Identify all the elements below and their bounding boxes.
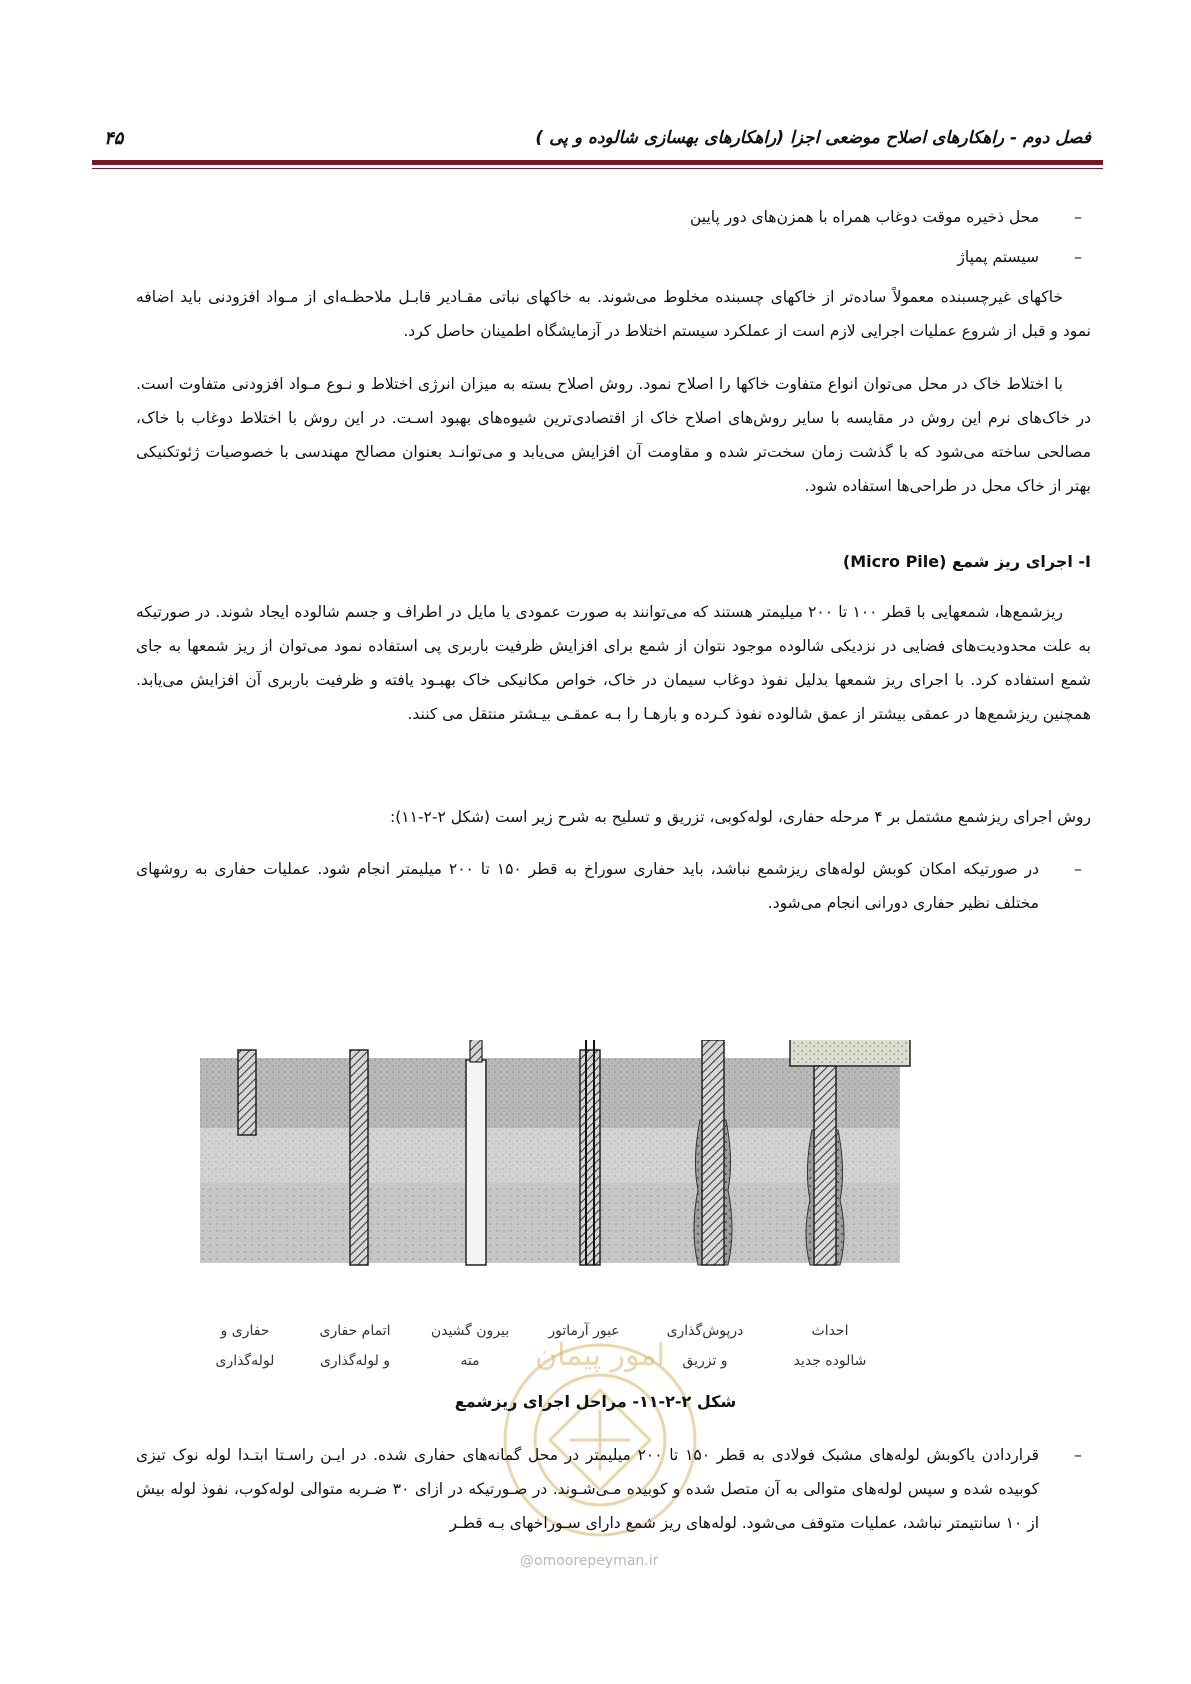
soil-layer-top (200, 1058, 900, 1128)
micropile-stages-figure (200, 1040, 960, 1340)
figure-stage-label: حفاری و لوله‌گذاری (215, 1323, 275, 1369)
watermark-url: @omoorepeyman.ir (520, 1553, 659, 1569)
new-footing (790, 1040, 910, 1066)
figure-caption: شکل ۲-۲-۱۱- مراحل اجرای ریزشمع (454, 1392, 737, 1411)
paragraph: با اختلاط خاک در محل می‌توان انواع متفاوت خاکها را اصلاح نمود. روش اصلاح بسته به میزان انرژی اختلاط و نـوع مـواد افزودنی متفاوت است. در خاک‌های نرم این روش در مقایسه با سایر روش‌های اصلاح خاک از اقتصادی‌ترین شیوه‌های بهبود اسـت. در این روش با اختلاط دوغاب با خاک، مصالحی ساخته می‌شود که با گذشت زمان سخت‌تر شده و مقاومت آن افزایش می‌یابد و می‌توانـد بعنوان مصالح مهندسی با خصوصیات ژئوتکنیکی بهتر از خاک محل در طراحی‌ها استفاده شود. (136, 375, 1091, 495)
section-heading: I- اجرای ریز شمع (Micro Pile) (842, 552, 1091, 571)
dash-bullet-icon: – (1074, 208, 1082, 226)
paragraph: ریزشمع‌ها، شمعهایی با قطر ۱۰۰ تا ۲۰۰ میلیمتر هستند که می‌توانند به صورت عمودی یا مایل در اطراف و جسم شالوده ایجاد شوند. در صورتیکه به علت محدودیت‌های فضایی در نزدیکی شالوده موجود نتوان از شمع برای افزایش ظرفیت باربری پی استفاده نمود می‌توان از ریز شمعها به جای شمع استفاده کرد. با اجرای ریز شمعها بدلیل نفوذ دوغاب سیمان در خاک، خواص مکانیکی خاک بهبـود یافته و ظرفیت باربری آن افزایش می‌یابد. همچنین ریزشمع‌ها در عمقی بیشتر از عمق شالوده نفوذ کـرده و بارهـا را بـه عمقـی بیـشتر منتقل می کنند. (136, 603, 1091, 723)
header-rule-thin (92, 168, 1103, 169)
list-item: – سیستم پمپاژ (136, 240, 1091, 274)
header-rule-thick (92, 160, 1103, 165)
dash-bullet-icon: – (1074, 1446, 1082, 1464)
figure-stage-label: درپوش‌گذاری و تزریق (666, 1323, 744, 1369)
dash-bullet-icon: – (1074, 860, 1082, 878)
list-item: – محل ذخیره موقت دوغاب همراه با همزن‌های دور پایین (136, 200, 1091, 234)
soil-layer-middle (200, 1128, 900, 1183)
page-number: ۴۵ (104, 128, 124, 149)
paragraph: خاکهای غیرچسبنده معمولاً ساده‌تر از خاکهای چسبنده مخلوط می‌شوند. به خاکهای نباتی مقـادیر قابـل ملاحظـه‌ای از مـواد افزودنی باید اضافه نمود و قبل از شروع عملیات اجرایی لازم است از عملکرد سیستم اختلاط در آزمایشگاه اطمینان حاصل کرد. (136, 288, 1091, 340)
paragraph: روش اجرای ریزشمع مشتمل بر ۴ مرحله حفاری، لوله‌کوبی، تزریق و تسلیح به شرح زیر است (شکل ۲-۲-۱۱): (390, 808, 1091, 826)
pile-stage-4 (580, 1050, 600, 1265)
pile-stage-3 (466, 1060, 486, 1265)
figure-stage-label: عبور آرماتور (548, 1323, 620, 1339)
list-item: – در صورتیکه امکان کوبش لوله‌های ریزشمع نباشد، باید حفاری سوراخ به قطر ۱۵۰ تا ۲۰۰ میلیمتر انجام شود. عملیات حفاری به روشهای مختلف نظیر حفاری دورانی انجام می‌شود. (136, 852, 1091, 920)
pile-stage-2 (350, 1050, 368, 1265)
figure-stage-label: بیرون گشیدن مته (430, 1323, 510, 1369)
running-header: فصل دوم - راهکارهای اصلاح موضعی اجزا (راهکارهای بهسازی شالوده و پی ) (535, 128, 1091, 148)
figure-stage-label: اتمام حفاری و لوله‌گذاری (319, 1323, 391, 1369)
pile-stage-1 (238, 1050, 256, 1135)
list-item: – قراردادن یاکوبش لوله‌های مشبک فولادی به قطر ۱۵۰ تا ۲۰۰ میلیمتر در محل گمانه‌های حفاری شده. در ایـن راسـتا ابتـدا لوله نوک تیزی کوبیده شده و سپس لوله‌های متوالی به آن متصل شده و کوبیده مـی‌شـوند. در صـورتیکه در ازای ۳۰ ضـربه متوالی لوله‌کوب، نفوذ لوله بیش از ۱۰ سانتیمتر نباشد، عملیات متوقف می‌شود. لوله‌های ریز شمع دارای سـوراخهای بـه قطـر (136, 1438, 1091, 1540)
dash-bullet-icon: – (1074, 248, 1082, 266)
svg-text:امور پیمان: امور پیمان (535, 1338, 665, 1373)
figure-stage-label: احداث شالوده جدید (793, 1323, 867, 1369)
soil-layer-bottom (200, 1183, 900, 1263)
